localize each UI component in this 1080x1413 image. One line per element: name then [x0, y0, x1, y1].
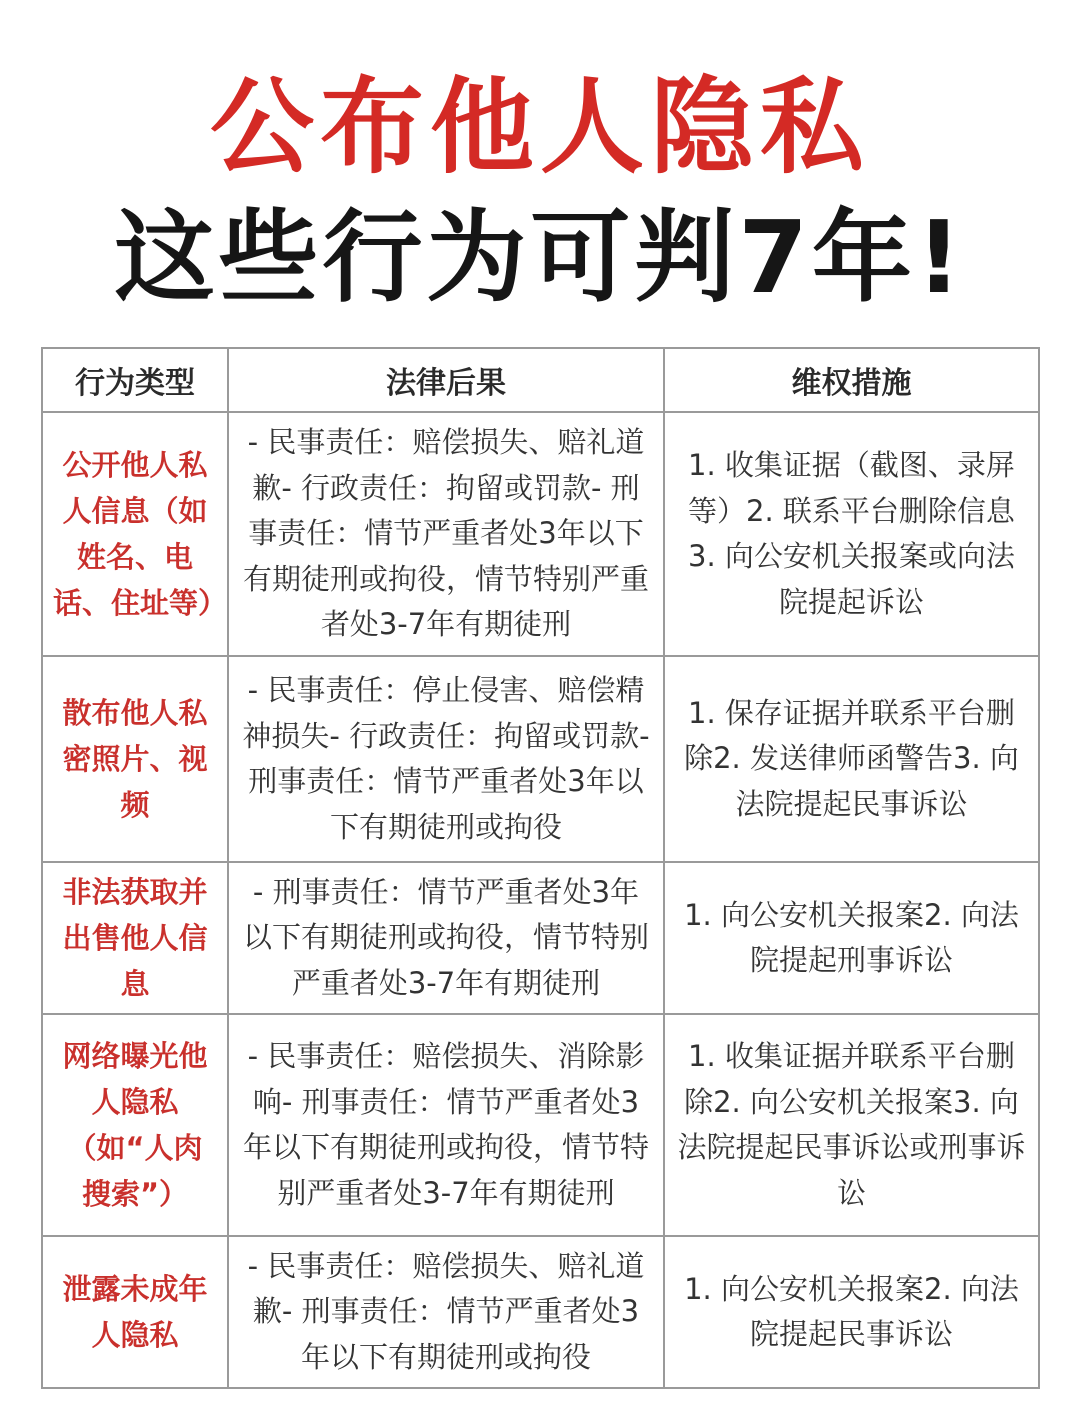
table-row — [42, 656, 1039, 862]
behavior-type: 非法获取并出售他人信息 — [42, 862, 228, 1014]
header-consequence: 法律后果 — [228, 348, 664, 412]
header-type: 行为类型 — [42, 348, 228, 412]
behavior-type: 泄露未成年人隐私 — [42, 1236, 228, 1388]
table-row — [42, 412, 1039, 656]
page-subtitle: 这些行为可判7年! — [114, 199, 966, 316]
legal-consequence: - 刑事责任：情节严重者处3年以下有期徒刑或拘役，情节特别严重者处3-7年有期徒刑 — [228, 862, 664, 1014]
table-header-row — [42, 348, 1039, 412]
header-measure: 维权措施 — [664, 348, 1039, 412]
legal-consequence: - 民事责任：赔偿损失、赔礼道歉- 刑事责任：情节严重者处3年以下有期徒刑或拘役 — [228, 1236, 664, 1388]
page-title: 公布他人隐私 — [209, 66, 870, 188]
behavior-type: 散布他人私密照片、视频 — [42, 656, 228, 862]
remedy-measure: 1. 保存证据并联系平台删除2. 发送律师函警告3. 向法院提起民事诉讼 — [664, 656, 1039, 862]
remedy-measure: 1. 收集证据并联系平台删除2. 向公安机关报案3. 向法院提起民事诉讼或刑事诉讼 — [664, 1014, 1039, 1236]
behavior-type: 网络曝光他人隐私（如“人肉搜索”） — [42, 1014, 228, 1236]
legal-consequence: - 民事责任：赔偿损失、赔礼道歉- 行政责任：拘留或罚款- 刑事责任：情节严重者处3年以下有期徒刑或拘役，情节特别严重者处3-7年有期徒刑 — [228, 412, 664, 656]
remedy-measure: 1. 收集证据（截图、录屏等）2. 联系平台删除信息3. 向公安机关报案或向法院提起诉讼 — [664, 412, 1039, 656]
table-row — [42, 862, 1039, 1014]
privacy-law-table — [41, 347, 1040, 1389]
behavior-type: 公开他人私人信息（如姓名、电话、住址等） — [42, 412, 228, 656]
table-row — [42, 1236, 1039, 1388]
remedy-measure: 1. 向公安机关报案2. 向法院提起民事诉讼 — [664, 1236, 1039, 1388]
table-row — [42, 1014, 1039, 1236]
remedy-measure: 1. 向公安机关报案2. 向法院提起刑事诉讼 — [664, 862, 1039, 1014]
legal-consequence: - 民事责任：停止侵害、赔偿精神损失- 行政责任：拘留或罚款- 刑事责任：情节严重者处3年以下有期徒刑或拘役 — [228, 656, 664, 862]
legal-consequence: - 民事责任：赔偿损失、消除影响- 刑事责任：情节严重者处3年以下有期徒刑或拘役，情节特别严重者处3-7年有期徒刑 — [228, 1014, 664, 1236]
